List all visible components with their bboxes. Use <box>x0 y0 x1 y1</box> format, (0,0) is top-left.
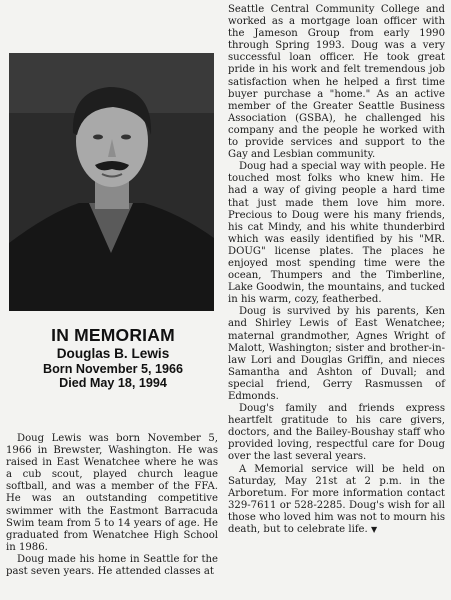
paragraph-personality: Doug had a special way with people. He touched most folks who knew him. He had a way of giving people a hard time that just made them love him more. Precious to Doug were his many friends, his cat Mindy, and his white thunderbird which was easily identified by his "MR. DOUG" license plates. The places he enjoyed most spending time were the ocean, Thumpers and the Timberline, Lake Goodwin, the mountains, and tucked in his warm, cozy, featherbed. <box>228 161 445 306</box>
portrait-illustration <box>9 53 214 311</box>
obituary-left-column <box>6 433 218 578</box>
paragraph-seattle: Doug made his home in Seattle for the past seven years. He attended classes at <box>6 553 218 578</box>
memorial-title: IN MEMORIAM <box>51 325 175 345</box>
birth-date: Born November 5, 1966 <box>43 362 183 376</box>
memorial-heading <box>6 325 220 390</box>
portrait-photo <box>9 53 214 311</box>
paragraph-early-life: Doug Lewis was born November 5, 1966 in Brewster, Washington. He was raised in East Wenatchee where he was a cub scout, played church league softball, and was a member of the FFA. He was an outstanding competitive swimmer with the Eastmont Barracuda Swim team from 5 to 14 years of age. He graduated from Wenatchee High School in 1986. <box>6 433 218 553</box>
memorial-service-text: A Memorial service will be held on Saturday, May 21st at 2 p.m. in the Arboretum. For more information contact 329-7611 or 528-2285. Doug's wish for all those who loved him was not to mourn his death, but to celebrate life. <box>228 463 445 536</box>
death-date: Died May 18, 1994 <box>59 376 167 390</box>
paragraph-survivors: Doug is survived by his parents, Ken and Shirley Lewis of East Wenatchee; maternal grandmother, Agnes Wright of Malott, Washington; sister and brother-in-law Lori and Douglas Griffin, and nieces Samantha and Ashton of Duvall; and special friend, Gerry Rasmussen of Edmonds. <box>228 306 445 402</box>
end-mark-icon: ▼ <box>370 525 378 535</box>
obituary-right-column <box>228 4 445 536</box>
paragraph-memorial-service <box>228 464 445 537</box>
deceased-name: Douglas B. Lewis <box>56 346 170 361</box>
paragraph-career: Seattle Central Community College and worked as a mortgage loan officer with the Jameson Group from early 1990 through Spring 1993. Doug was a very successful loan officer. He took great pride in his work and felt tremendous job satisfaction when he helped a first time buyer purchase a "home." As an active member of the Greater Seattle Business Association (GSBA), he challenged his company and the people he worked with to provide services and support to the Gay and Lesbian community. <box>228 4 445 161</box>
paragraph-gratitude: Doug's family and friends express heartfelt gratitude to his care givers, doctors, and the Bailey-Boushay staff who provided loving, respectful care for Doug over the last several years. <box>228 403 445 463</box>
